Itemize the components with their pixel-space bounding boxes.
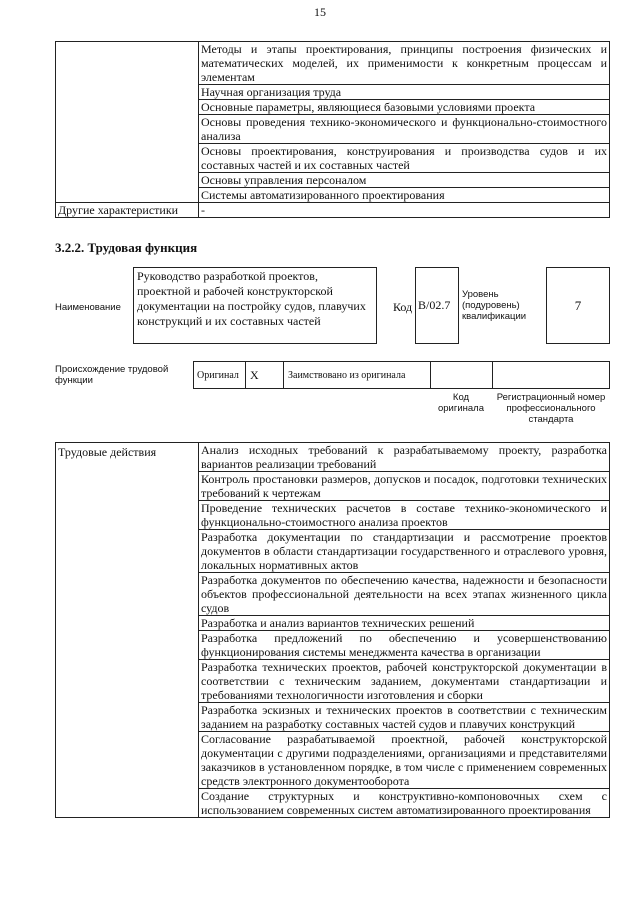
labor-action-item: Разработка документов по обеспечению качества, надежности и безопасности объектов профессиональной деятельности на всех этапах жизненного цикла судов: [199, 573, 610, 616]
knowledge-item: Основы управления персоналом: [199, 173, 610, 188]
code-label: Код: [393, 300, 413, 314]
labor-action-item: Разработка технических проектов, рабочей конструкторской документации в соответствии с техническим заданием, документами стандартизации и требованиями технологичности изготовления и сборки: [199, 660, 610, 703]
knowledge-item: Основные параметры, являющиеся базовыми условиями проекта: [199, 100, 610, 115]
section-heading: 3.2.2. Трудовая функция: [55, 240, 198, 255]
name-label: Наименование: [55, 302, 121, 313]
knowledge-item: Основы проектирования, конструирования и производства судов и их составных частей и их составных частей: [199, 144, 610, 173]
knowledge-item: Методы и этапы проектирования, принципы построения физических и математических моделей, их применимости к конкретным процессам и элементам: [199, 42, 610, 85]
labor-action-item: Разработка эскизных и технических проектов в соответствии с техническим заданием на разработку составных частей судов и плавучих конструкций: [199, 703, 610, 732]
function-code-box: B/02.7: [415, 267, 459, 344]
original-cell: Оригинал: [193, 361, 246, 389]
other-characteristics-label: Другие характеристики: [56, 203, 199, 218]
table-row: [56, 443, 610, 472]
reg-number-caption: Регистрационный номер профессионального стандарта: [496, 392, 606, 425]
knowledge-item: Системы автоматизированного проектирования: [199, 188, 610, 203]
labor-action-item: Разработка документации по стандартизации и рассмотрение проектов документов в области стандартизации государственного и отраслевого уровня, локальных нормативных актов: [199, 530, 610, 573]
origin-label: Происхождение трудовой функции: [55, 364, 169, 386]
labor-action-item: Разработка предложений по обеспечению и усовершенствованию функционирования системы менеджмента качества в организации: [199, 631, 610, 660]
labor-action-item: Создание структурных и конструктивно-компоновочных схем с использованием современных систем автоматизированного проектирования: [199, 789, 610, 818]
knowledge-table: [55, 41, 610, 218]
level-label: Уровень (подуровень) квалификации: [462, 289, 527, 322]
code-original-caption: Код оригинала: [437, 392, 484, 414]
table-row: [56, 42, 610, 85]
labor-actions-label: Трудовые действия: [56, 443, 199, 818]
level-value-box: 7: [546, 267, 610, 344]
table-row: [56, 203, 610, 218]
other-characteristics-value: -: [199, 203, 610, 218]
reg-number-cell: [492, 361, 610, 389]
code-original-cell: [430, 361, 493, 389]
labor-action-item: Проведение технических расчетов в составе технико-экономического и функционально-стоимостного анализа проектов: [199, 501, 610, 530]
knowledge-item: Основы проведения технико-экономического и функционально-стоимостного анализа: [199, 115, 610, 144]
knowledge-item: Научная организация труда: [199, 85, 610, 100]
function-name-box: Руководство разработкой проектов, проектной и рабочей конструкторской документации на постройку судов, плавучих конструкций и их составных частей: [133, 267, 377, 344]
labor-action-item: Согласование разрабатываемой проектной, рабочей конструкторской документации с другими подразделениями, организациями и представителями заказчиков в установленном порядке, в том числе с применением современных средств электронного документооборота: [199, 732, 610, 789]
labor-action-item: Контроль простановки размеров, допусков и посадок, подготовки технических требований к чертежам: [199, 472, 610, 501]
borrowed-cell: Заимствовано из оригинала: [283, 361, 431, 389]
original-mark: X: [245, 361, 284, 389]
labor-action-item: Анализ исходных требований к разрабатываемому проекту, разработка вариантов реализации требований: [199, 443, 610, 472]
labor-actions-table: [55, 442, 610, 818]
page-number: 15: [314, 5, 326, 19]
labor-action-item: Разработка и анализ вариантов технических решений: [199, 616, 610, 631]
empty-label-cell: [56, 42, 199, 203]
